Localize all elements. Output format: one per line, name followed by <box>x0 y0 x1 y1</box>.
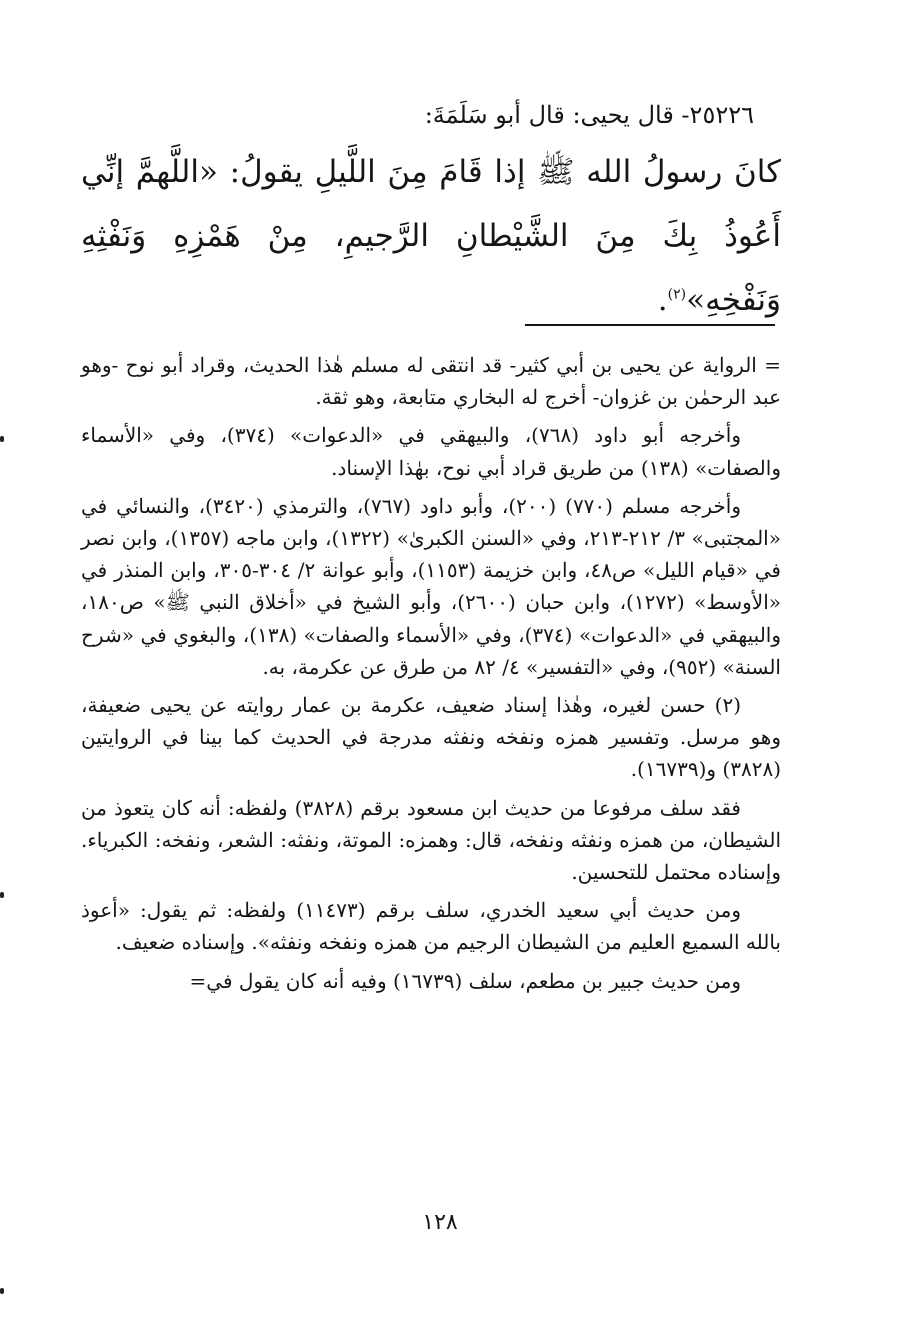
footnotes <box>81 349 781 1003</box>
page-number: ١٢٨ <box>422 1210 458 1235</box>
hadith-text: كانَ رسولُ الله ﷺ إذا قَامَ مِنَ اللَّيلِ يقولُ: «اللَّهمَّ إنِّي أَعُوذُ بِكَ مِنَ الشَّيْطانِ الرَّجيمِ، مِنْ هَمْزِهِ وَنَفْثِهِ وَنَفْخِهِ»$^{(٢)}$. <box>81 154 781 318</box>
margin-mark <box>0 436 4 442</box>
margin-mark <box>0 1288 4 1294</box>
hadith-body: كانَ رسولُ الله ﷺ إذا قَامَ مِنَ اللَّيلِ يقولُ: «اللَّهمَّ إنِّي أَعُوذُ بِكَ مِنَ الشَّيْطانِ الرَّجيمِ، مِنْ هَمْزِهِ وَنَفْثِهِ وَنَفْخِهِ» <box>81 154 781 318</box>
footnote-reference[interactable]: (٢) <box>667 286 687 303</box>
footnote-separator <box>525 324 775 326</box>
footnote-2: (٢) حسن لغيره، وهٰذا إسناد ضعيف، عكرمة بن عمار روايته عن يحيى ضعيفة، وهو مرسل. وتفسير همزه ونفخه ونفثه مدرجة في الحديث كما بينا في الروايتين (٣٨٢٨) و(١٦٧٣٩). <box>81 693 781 782</box>
footnote-continuation: = الرواية عن يحيى بن أبي كثير- قد انتقى له مسلم هٰذا الحديث، وقراد أبو نوح -وهو عبد الرحمٰن بن غزوان- أخرج له البخاري متابعة، وهو ثقة. <box>81 353 781 410</box>
footnote-paragraph: وأخرجه مسلم (٧٧٠) (٢٠٠)، وأبو داود (٧٦٧)، والترمذي (٣٤٢٠)، والنسائي في «المجتبى» ٣/ ٢١٢-٢١٣، وفي «السنن الكبرىٰ» (١٣٢٢)، وابن ماجه (١٣٥٧)، وابن نصر في «قيام الليل» ص٤٨، وابن خزيمة (١١٥٣)، وأبو عوانة ٢/ ٣٠٤-٣٠٥، وابن المنذر في «الأوسط» (١٢٧٢)، وابن حبان (٢٦٠٠)، وأبو الشيخ في «أخلاق النبي ﷺ» ص١٨٠، والبيهقي في «الدعوات» (٣٧٤)، وفي «الأسماء والصفات» (١٣٨)، والبغوي في «شرح السنة» (٩٥٢)، وفي «التفسير» ٤/ ٨٢ من طرق عن عكرمة، به. <box>81 493 782 679</box>
margin-mark <box>0 892 4 898</box>
footnote-paragraph: ومن حديث جبير بن مطعم، سلف (١٦٧٣٩) وفيه أنه كان يقول في= <box>189 968 741 993</box>
hadith-number-header: ٢٥٢٢٦- قال يحيى: قال أبو سَلَمَةَ: <box>424 101 754 129</box>
footnote-paragraph: ومن حديث أبي سعيد الخدري، سلف برقم (١١٤٧٣) ولفظه: ثم يقول: «أعوذ بالله السميع العليم من الشيطان الرجيم من همزه ونفخه ونفثه». وإسناده ضعيف. <box>81 898 781 955</box>
footnote-paragraph: وأخرجه أبو داود (٧٦٨)، والبيهقي في «الدعوات» (٣٧٤)، وفي «الأسماء والصفات» (١٣٨) من طريق قراد أبي نوح، بهٰذا الإسناد. <box>81 423 781 480</box>
footnote-paragraph: فقد سلف مرفوعا من حديث ابن مسعود برقم (٣٨٢٨) ولفظه: أنه كان يتعوذ من الشيطان، من همزه ونفثه ونفخه، قال: وهمزه: الموتة، ونفثه: الشعر، ونفخه: الكبرياء. وإسناده محتمل للتحسين. <box>81 795 781 885</box>
